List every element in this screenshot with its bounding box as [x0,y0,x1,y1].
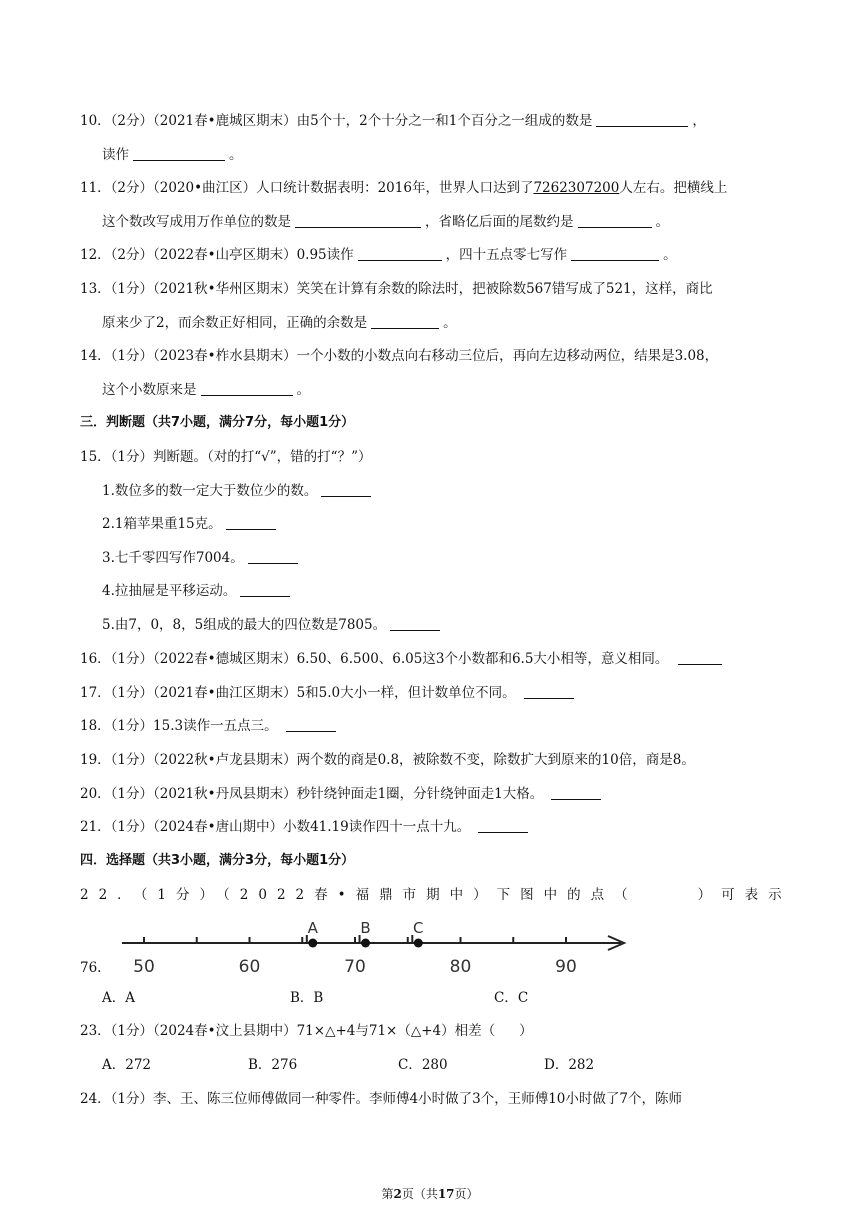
tick-label: 60 [238,957,261,976]
option-d[interactable]: D．282 [544,1057,595,1073]
answer-blank[interactable] [133,146,225,161]
point-label: C [413,919,424,937]
answer-blank[interactable] [596,112,688,127]
judgement-item: 5.由7，0，8，5组成的最大的四位数是7805。 [102,615,860,635]
point-c [414,939,423,948]
question-15: 15．（1分）判断题。（对的打“√”，错的打“？”） [80,449,372,465]
section-heading-judgement: 三．判断题（共7小题，满分7分，每小题1分） [80,415,355,430]
judgement-item: 3.七千零四写作7004。 [102,548,860,568]
tick-label: 90 [555,957,577,976]
judgement-item: 4.拉抽屉是平移运动。 [102,581,860,601]
answer-blank[interactable] [248,549,298,564]
question-22: 22．（1分）（2022春•福鼎市期中）下图中的点（ ）可表示 [80,887,792,903]
section-heading-choice: 四．选择题（共3小题，满分3分，每小题1分） [80,853,355,868]
page-footer: 第2页（共17页） [381,1187,479,1201]
option-c[interactable]: C．C [494,990,529,1006]
question-11-cont: 这个数改写成用万作单位的数是 ，省略亿后面的尾数约是 。 [102,214,669,230]
question-12: 12．（2分）（2022春•山亭区期末）0.95读作 ，四十五点零七写作 。 [80,247,677,263]
question-16: 16．（1分）（2022春•德城区期末）6.50、6.500、6.05这3个小数都和6.5大小相等，意义相同。 [80,649,860,669]
option-b[interactable]: B．B [290,990,324,1006]
answer-blank[interactable] [321,482,371,497]
question-19: 19．（1分）（2022秋•卢龙县期末）两个数的商是0.8，被除数不变，除数扩大到原来的10倍，商是8。 [80,752,695,768]
question-14: 14．（1分）（2023春•柞水县期末）一个小数的小数点向右移动三位后，再向左边移动两位，结果是3.08， [80,348,719,364]
answer-blank[interactable] [551,785,601,800]
question-17: 17．（1分）（2021春•曲江区期末）5和5.0大小一样，但计数单位不同。 [80,683,860,703]
answer-blank[interactable] [226,515,276,530]
answer-blank[interactable] [371,314,439,329]
answer-blank[interactable] [478,818,528,833]
answer-blank[interactable] [390,616,440,631]
question-23: 23．（1分）（2024春•汶上县期中）71×△+4与71×（△+4）相差（ ） [80,1023,533,1039]
tick-label: 80 [449,957,472,976]
option-a[interactable]: A．A [102,990,135,1006]
answer-blank[interactable] [240,582,290,597]
question-20: 20．（1分）（2021秋•丹凤县期末）秒针绕钟面走1圈，分针绕钟面走1大格。 [80,784,860,804]
question-10-cont: 读作 。 [102,147,243,163]
point-a [308,939,317,948]
question-11: 11．（2分）（2020•曲江区）人口统计数据表明：2016年，世界人口达到了7262307200人左右。把横线上 [80,180,728,196]
answer-blank[interactable] [578,213,652,228]
answer-blank[interactable] [358,246,442,261]
point-label: B [360,919,371,937]
answer-blank[interactable] [201,381,293,396]
question-14-cont: 这个小数原来是 。 [102,382,310,398]
question-21: 21．（1分）（2024春•唐山期中）小数41.19读作四十一点十九。 [80,817,860,837]
point-label: A [307,919,318,937]
question-10: 10．（2分）（2021春•鹿城区期末）由5个十，2个十分之一和1个百分之一组成的数是 ， [80,113,706,129]
underlined-number: 7262307200 [533,180,620,196]
question-13-cont: 原来少了2，而余数正好相同，正确的余数是 。 [102,315,457,331]
option-b[interactable]: B．276 [248,1057,298,1073]
question-22-value: 76. [80,960,102,976]
question-18: 18．（1分）15.3读作一五点三。 [80,716,860,736]
judgement-item: 2.1箱苹果重15克。 [102,514,860,534]
judgement-item: 1.数位多的数一定大于数位少的数。 [102,481,860,501]
tick-label: 50 [133,957,155,976]
answer-blank[interactable] [524,684,574,699]
answer-blank[interactable] [286,717,336,732]
point-b [361,939,370,948]
answer-blank[interactable] [678,650,722,665]
question-13: 13．（1分）（2021秋•华州区期末）笑笑在计算有余数的除法时，把被除数567错写成了521，这样，商比 [80,281,713,297]
option-c[interactable]: C．280 [398,1057,448,1073]
tick-label: 70 [344,957,366,976]
answer-blank[interactable] [295,213,421,228]
option-a[interactable]: A．272 [102,1057,152,1073]
question-24: 24．（1分）李、王、陈三位师傅做同一种零件。李师傅4小时做了3个，王师傅10小时做了7个，陈师 [80,1091,682,1107]
answer-blank[interactable] [571,246,659,261]
